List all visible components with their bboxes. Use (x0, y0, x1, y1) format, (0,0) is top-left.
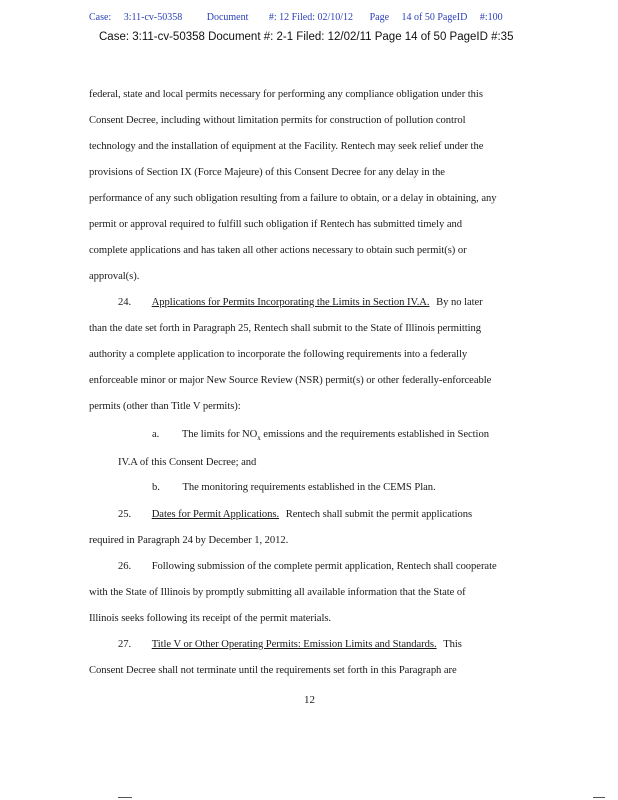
filed-header (89, 12, 609, 23)
filed-page-id: #:100 (479, 12, 503, 23)
subitem-text: The monitoring requirements established in the CEMS Plan. (182, 482, 436, 493)
text-fragment: This (443, 639, 462, 650)
filed-document-number: #: 12 Filed: 02/10/12 (268, 12, 354, 23)
text-line: permit or approval required to fulfill such obligation if Rentech has submitted timely and (89, 219, 462, 230)
text-line: performance of any such obligation resulting from a failure to obtain, or a delay in obtaining, any (89, 193, 497, 204)
filed-case-label: Case: (89, 12, 112, 23)
text-line: federal, state and local permits necessary for performing any compliance obligation under this (89, 89, 483, 100)
text-line: permits (other than Title V permits): (89, 401, 241, 412)
paragraph-27-first-line (118, 639, 462, 650)
text-fragment: emissions and the requirements established in Section (260, 429, 489, 440)
text-line: Illinois seeks following its receipt of the permit materials. (89, 613, 332, 624)
filed-case-number: 3:11-cv-50358 (123, 12, 183, 23)
text-line: authority a complete application to incorporate the following requirements into a federally (89, 349, 468, 360)
paragraph-heading: Applications for Permits Incorporating the Limits in Section IV.A. (151, 297, 430, 308)
paragraph-26-first-line (118, 561, 497, 572)
text-line: Consent Decree shall not terminate until the requirements set forth in this Paragraph are (89, 665, 457, 676)
text-line: Consent Decree, including without limitation permits for construction of pollution control (89, 115, 466, 126)
subscript: x (257, 434, 261, 443)
paragraph-25-first-line (118, 509, 472, 520)
paragraph-24-first-line (118, 297, 483, 308)
scan-artifact (593, 797, 605, 798)
text-line: enforceable minor or major New Source Review (NSR) permit(s) or other federally-enforceable (89, 375, 492, 386)
subitem-label: a. (152, 429, 160, 440)
text-fragment: Rentech shall submit the permit applications (285, 509, 473, 520)
filed-document-label: Document (206, 12, 249, 23)
text-line: IV.A of this Consent Decree; and (118, 457, 257, 468)
paragraph-heading: Dates for Permit Applications. (151, 509, 280, 520)
original-header: Case: 3:11-cv-50358 Document #: 2-1 Filed: 12/02/11 Page 14 of 50 PageID #:35 (99, 31, 514, 43)
scan-artifact (118, 797, 132, 798)
text-line: required in Paragraph 24 by December 1, 2012. (89, 535, 289, 546)
text-line: provisions of Section IX (Force Majeure) of this Consent Decree for any delay in the (89, 167, 445, 178)
text-fragment: By no later (436, 297, 483, 308)
subitem-label: b. (152, 482, 160, 493)
text-line: approval(s). (89, 271, 140, 282)
text-line: complete applications and has taken all other actions necessary to obtain such permit(s) or (89, 245, 467, 256)
text-line: technology and the installation of equipment at the Facility. Rentech may seek relief under the (89, 141, 484, 152)
text-fragment: The limits for NO (181, 429, 258, 440)
subitem-a (152, 429, 489, 442)
text-fragment: Following submission of the complete permit application, Rentech shall cooperate (151, 561, 497, 572)
text-line: with the State of Illinois by promptly submitting all available information that the State of (89, 587, 466, 598)
paragraph-number: 24. (118, 297, 132, 308)
paragraph-heading: Title V or Other Operating Permits: Emission Limits and Standards. (151, 639, 437, 650)
subitem-text (181, 429, 489, 443)
subitem-b (152, 482, 436, 493)
filed-page-label: Page (369, 12, 390, 23)
paragraph-number: 25. (118, 509, 132, 520)
page-number: 12 (304, 694, 315, 706)
text-line: than the date set forth in Paragraph 25, Rentech shall submit to the State of Illinois permitting (89, 323, 482, 334)
paragraph-number: 27. (118, 639, 132, 650)
filed-page-of: 14 of 50 PageID (401, 12, 468, 23)
paragraph-number: 26. (118, 561, 132, 572)
